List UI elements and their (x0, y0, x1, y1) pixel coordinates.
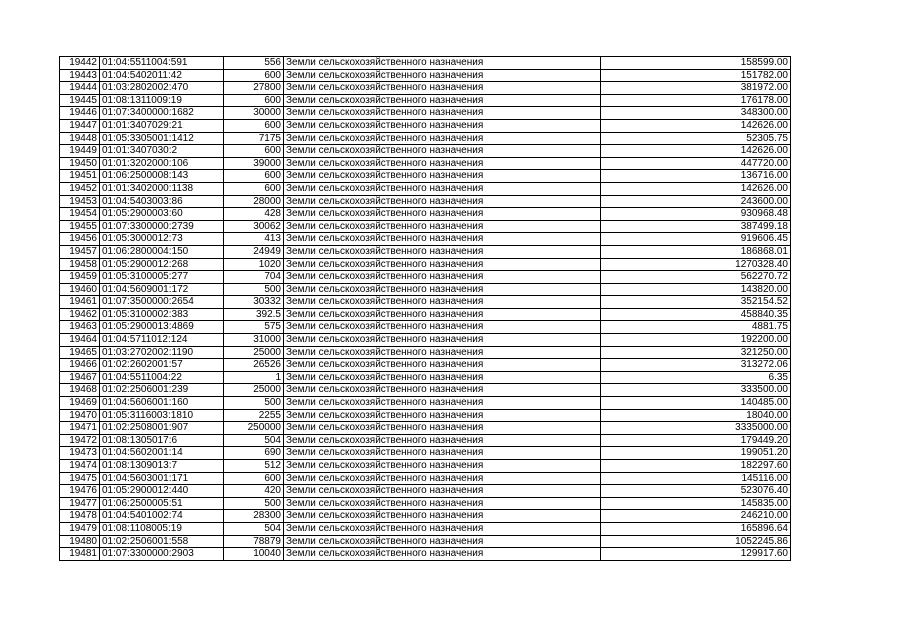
area-value: 512 (224, 460, 284, 473)
cadastral-number: 01:04:5401002:74 (100, 510, 224, 523)
cadastral-number: 01:04:5403003:86 (100, 195, 224, 208)
row-number: 19479 (60, 522, 100, 535)
cadastral-number: 01:05:3000012:73 (100, 233, 224, 246)
cadastral-value: 151782.00 (601, 69, 791, 82)
cadastral-value: 333500.00 (601, 384, 791, 397)
row-number: 19481 (60, 548, 100, 561)
cadastral-number: 01:04:5603001:171 (100, 472, 224, 485)
cadastral-value: 919606.45 (601, 233, 791, 246)
area-value: 600 (224, 145, 284, 158)
area-value: 250000 (224, 422, 284, 435)
row-number: 19466 (60, 359, 100, 372)
cadastral-number: 01:07:3500000:2654 (100, 296, 224, 309)
cadastral-number: 01:04:5402011:42 (100, 69, 224, 82)
cadastral-number: 01:02:2506001:239 (100, 384, 224, 397)
area-value: 30000 (224, 107, 284, 120)
area-value: 24949 (224, 245, 284, 258)
table-row (60, 346, 791, 359)
area-value: 31000 (224, 334, 284, 347)
table-row (60, 132, 791, 145)
land-category: Земли сельскохозяйственного назначения (284, 283, 601, 296)
area-value: 504 (224, 522, 284, 535)
row-number: 19461 (60, 296, 100, 309)
table-row (60, 472, 791, 485)
land-category: Земли сельскохозяйственного назначения (284, 460, 601, 473)
area-value: 25000 (224, 346, 284, 359)
cadastral-number: 01:05:2900012:268 (100, 258, 224, 271)
row-number: 19459 (60, 271, 100, 284)
area-value: 704 (224, 271, 284, 284)
cadastral-value: 387499.18 (601, 220, 791, 233)
table-row (60, 384, 791, 397)
area-value: 600 (224, 170, 284, 183)
cadastral-value: 145116.00 (601, 472, 791, 485)
land-category: Земли сельскохозяйственного назначения (284, 334, 601, 347)
land-category: Земли сельскохозяйственного назначения (284, 321, 601, 334)
row-number: 19458 (60, 258, 100, 271)
table-row (60, 522, 791, 535)
land-category: Земли сельскохозяйственного назначения (284, 195, 601, 208)
table-row (60, 233, 791, 246)
row-number: 19469 (60, 397, 100, 410)
cadastral-number: 01:03:2702002:1190 (100, 346, 224, 359)
row-number: 19451 (60, 170, 100, 183)
table-body (60, 57, 791, 561)
row-number: 19467 (60, 371, 100, 384)
cadastral-value: 352154.52 (601, 296, 791, 309)
cadastral-value: 136716.00 (601, 170, 791, 183)
land-plots-table-container (59, 56, 790, 561)
cadastral-value: 1270328.40 (601, 258, 791, 271)
cadastral-value: 447720.00 (601, 157, 791, 170)
cadastral-number: 01:07:3400000:1682 (100, 107, 224, 120)
land-category: Земли сельскохозяйственного назначения (284, 208, 601, 221)
table-row (60, 258, 791, 271)
table-row (60, 271, 791, 284)
cadastral-number: 01:04:5511004:22 (100, 371, 224, 384)
cadastral-value: 52305.75 (601, 132, 791, 145)
cadastral-number: 01:03:2802002:470 (100, 82, 224, 95)
cadastral-value: 313272.06 (601, 359, 791, 372)
row-number: 19455 (60, 220, 100, 233)
row-number: 19474 (60, 460, 100, 473)
land-category: Земли сельскохозяйственного назначения (284, 548, 601, 561)
row-number: 19445 (60, 94, 100, 107)
land-category: Земли сельскохозяйственного назначения (284, 447, 601, 460)
row-number: 19446 (60, 107, 100, 120)
area-value: 1 (224, 371, 284, 384)
table-row (60, 182, 791, 195)
cadastral-number: 01:04:5609001:172 (100, 283, 224, 296)
row-number: 19443 (60, 69, 100, 82)
land-category: Земли сельскохозяйственного назначения (284, 57, 601, 70)
cadastral-value: 930968.48 (601, 208, 791, 221)
cadastral-number: 01:01:3407030:2 (100, 145, 224, 158)
table-row (60, 510, 791, 523)
area-value: 413 (224, 233, 284, 246)
cadastral-number: 01:07:3300000:2903 (100, 548, 224, 561)
land-category: Земли сельскохозяйственного назначения (284, 409, 601, 422)
area-value: 600 (224, 94, 284, 107)
cadastral-value: 1052245.86 (601, 535, 791, 548)
row-number: 19444 (60, 82, 100, 95)
area-value: 690 (224, 447, 284, 460)
cadastral-number: 01:01:3407029:21 (100, 119, 224, 132)
table-row (60, 57, 791, 70)
table-row (60, 422, 791, 435)
cadastral-value: 145835.00 (601, 497, 791, 510)
cadastral-value: 348300.00 (601, 107, 791, 120)
cadastral-value: 140485.00 (601, 397, 791, 410)
cadastral-value: 6.35 (601, 371, 791, 384)
area-value: 30062 (224, 220, 284, 233)
cadastral-number: 01:05:3100005:277 (100, 271, 224, 284)
cadastral-value: 321250.00 (601, 346, 791, 359)
land-category: Земли сельскохозяйственного назначения (284, 220, 601, 233)
area-value: 500 (224, 283, 284, 296)
cadastral-value: 142626.00 (601, 145, 791, 158)
area-value: 428 (224, 208, 284, 221)
cadastral-number: 01:08:1311009:19 (100, 94, 224, 107)
cadastral-number: 01:05:3100002:383 (100, 308, 224, 321)
row-number: 19462 (60, 308, 100, 321)
land-category: Земли сельскохозяйственного назначения (284, 485, 601, 498)
table-row (60, 434, 791, 447)
row-number: 19480 (60, 535, 100, 548)
row-number: 19456 (60, 233, 100, 246)
area-value: 575 (224, 321, 284, 334)
cadastral-value: 3335000.00 (601, 422, 791, 435)
cadastral-number: 01:05:2900003:60 (100, 208, 224, 221)
cadastral-value: 176178.00 (601, 94, 791, 107)
area-value: 39000 (224, 157, 284, 170)
area-value: 28300 (224, 510, 284, 523)
cadastral-number: 01:08:1309013:7 (100, 460, 224, 473)
cadastral-value: 158599.00 (601, 57, 791, 70)
row-number: 19450 (60, 157, 100, 170)
row-number: 19460 (60, 283, 100, 296)
cadastral-value: 243600.00 (601, 195, 791, 208)
row-number: 19452 (60, 182, 100, 195)
land-category: Земли сельскохозяйственного назначения (284, 145, 601, 158)
row-number: 19454 (60, 208, 100, 221)
cadastral-number: 01:08:1305017:6 (100, 434, 224, 447)
table-row (60, 535, 791, 548)
cadastral-number: 01:05:3116003:1810 (100, 409, 224, 422)
row-number: 19449 (60, 145, 100, 158)
area-value: 392.5 (224, 308, 284, 321)
cadastral-number: 01:04:5602001:14 (100, 447, 224, 460)
area-value: 600 (224, 69, 284, 82)
row-number: 19476 (60, 485, 100, 498)
table-row (60, 208, 791, 221)
land-category: Земли сельскохозяйственного назначения (284, 157, 601, 170)
table-row (60, 497, 791, 510)
cadastral-number: 01:01:3202000:106 (100, 157, 224, 170)
row-number: 19442 (60, 57, 100, 70)
cadastral-number: 01:02:2506001:558 (100, 535, 224, 548)
land-category: Земли сельскохозяйственного назначения (284, 371, 601, 384)
row-number: 19448 (60, 132, 100, 145)
cadastral-number: 01:04:5511004:591 (100, 57, 224, 70)
cadastral-value: 129917.60 (601, 548, 791, 561)
table-row (60, 107, 791, 120)
area-value: 500 (224, 497, 284, 510)
table-row (60, 485, 791, 498)
land-plots-table (59, 56, 791, 561)
cadastral-value: 143820.00 (601, 283, 791, 296)
cadastral-value: 142626.00 (601, 182, 791, 195)
row-number: 19453 (60, 195, 100, 208)
cadastral-value: 199051.20 (601, 447, 791, 460)
land-category: Земли сельскохозяйственного назначения (284, 170, 601, 183)
table-row (60, 460, 791, 473)
cadastral-value: 182297.60 (601, 460, 791, 473)
table-row (60, 397, 791, 410)
area-value: 30332 (224, 296, 284, 309)
land-category: Земли сельскохозяйственного назначения (284, 271, 601, 284)
area-value: 420 (224, 485, 284, 498)
land-category: Земли сельскохозяйственного назначения (284, 258, 601, 271)
area-value: 500 (224, 397, 284, 410)
area-value: 7175 (224, 132, 284, 145)
land-category: Земли сельскохозяйственного назначения (284, 535, 601, 548)
table-row (60, 359, 791, 372)
cadastral-value: 523076.40 (601, 485, 791, 498)
cadastral-number: 01:07:3300000:2739 (100, 220, 224, 233)
land-category: Земли сельскохозяйственного назначения (284, 107, 601, 120)
land-category: Земли сельскохозяйственного назначения (284, 94, 601, 107)
area-value: 25000 (224, 384, 284, 397)
table-row (60, 308, 791, 321)
cadastral-value: 246210.00 (601, 510, 791, 523)
table-row (60, 245, 791, 258)
table-row (60, 447, 791, 460)
cadastral-number: 01:02:2508001:907 (100, 422, 224, 435)
cadastral-value: 192200.00 (601, 334, 791, 347)
land-category: Земли сельскохозяйственного назначения (284, 384, 601, 397)
land-category: Земли сельскохозяйственного назначения (284, 434, 601, 447)
cadastral-number: 01:05:2900013:4869 (100, 321, 224, 334)
cadastral-value: 18040.00 (601, 409, 791, 422)
row-number: 19463 (60, 321, 100, 334)
area-value: 600 (224, 119, 284, 132)
table-row (60, 157, 791, 170)
cadastral-value: 562270.72 (601, 271, 791, 284)
row-number: 19468 (60, 384, 100, 397)
area-value: 600 (224, 182, 284, 195)
cadastral-number: 01:05:3305001:1412 (100, 132, 224, 145)
cadastral-value: 165896.64 (601, 522, 791, 535)
cadastral-value: 381972.00 (601, 82, 791, 95)
table-row (60, 145, 791, 158)
row-number: 19477 (60, 497, 100, 510)
land-category: Земли сельскохозяйственного назначения (284, 82, 601, 95)
row-number: 19457 (60, 245, 100, 258)
land-category: Земли сельскохозяйственного назначения (284, 346, 601, 359)
area-value: 28000 (224, 195, 284, 208)
land-category: Земли сельскохозяйственного назначения (284, 296, 601, 309)
area-value: 556 (224, 57, 284, 70)
table-row (60, 321, 791, 334)
area-value: 26526 (224, 359, 284, 372)
cadastral-number: 01:08:1108005:19 (100, 522, 224, 535)
land-category: Земли сельскохозяйственного назначения (284, 132, 601, 145)
table-row (60, 409, 791, 422)
row-number: 19465 (60, 346, 100, 359)
table-row (60, 119, 791, 132)
table-row (60, 69, 791, 82)
cadastral-value: 142626.00 (601, 119, 791, 132)
table-row (60, 334, 791, 347)
cadastral-value: 458840.35 (601, 308, 791, 321)
row-number: 19464 (60, 334, 100, 347)
area-value: 2255 (224, 409, 284, 422)
table-row (60, 371, 791, 384)
table-row (60, 94, 791, 107)
row-number: 19475 (60, 472, 100, 485)
land-category: Земли сельскохозяйственного назначения (284, 397, 601, 410)
table-row (60, 220, 791, 233)
land-category: Земли сельскохозяйственного назначения (284, 69, 601, 82)
area-value: 504 (224, 434, 284, 447)
table-row (60, 170, 791, 183)
cadastral-value: 179449.20 (601, 434, 791, 447)
row-number: 19470 (60, 409, 100, 422)
row-number: 19447 (60, 119, 100, 132)
row-number: 19473 (60, 447, 100, 460)
area-value: 27800 (224, 82, 284, 95)
land-category: Земли сельскохозяйственного назначения (284, 308, 601, 321)
area-value: 78879 (224, 535, 284, 548)
table-row (60, 283, 791, 296)
cadastral-number: 01:05:2900012:440 (100, 485, 224, 498)
table-row (60, 82, 791, 95)
cadastral-value: 4881.75 (601, 321, 791, 334)
land-category: Земли сельскохозяйственного назначения (284, 245, 601, 258)
area-value: 1020 (224, 258, 284, 271)
land-category: Земли сельскохозяйственного назначения (284, 233, 601, 246)
row-number: 19472 (60, 434, 100, 447)
land-category: Земли сельскохозяйственного назначения (284, 182, 601, 195)
land-category: Земли сельскохозяйственного назначения (284, 422, 601, 435)
table-row (60, 296, 791, 309)
land-category: Земли сельскохозяйственного назначения (284, 472, 601, 485)
area-value: 600 (224, 472, 284, 485)
land-category: Земли сельскохозяйственного назначения (284, 119, 601, 132)
land-category: Земли сельскохозяйственного назначения (284, 359, 601, 372)
cadastral-value: 186868.01 (601, 245, 791, 258)
table-row (60, 548, 791, 561)
cadastral-number: 01:04:5606001:160 (100, 397, 224, 410)
land-category: Земли сельскохозяйственного назначения (284, 522, 601, 535)
land-category: Земли сельскохозяйственного назначения (284, 497, 601, 510)
cadastral-number: 01:06:2500008:143 (100, 170, 224, 183)
cadastral-number: 01:02:2602001:57 (100, 359, 224, 372)
land-category: Земли сельскохозяйственного назначения (284, 510, 601, 523)
row-number: 19471 (60, 422, 100, 435)
row-number: 19478 (60, 510, 100, 523)
table-row (60, 195, 791, 208)
cadastral-number: 01:01:3402000:1138 (100, 182, 224, 195)
area-value: 10040 (224, 548, 284, 561)
cadastral-number: 01:04:5711012:124 (100, 334, 224, 347)
cadastral-number: 01:06:2800004:150 (100, 245, 224, 258)
cadastral-number: 01:06:2500005:51 (100, 497, 224, 510)
